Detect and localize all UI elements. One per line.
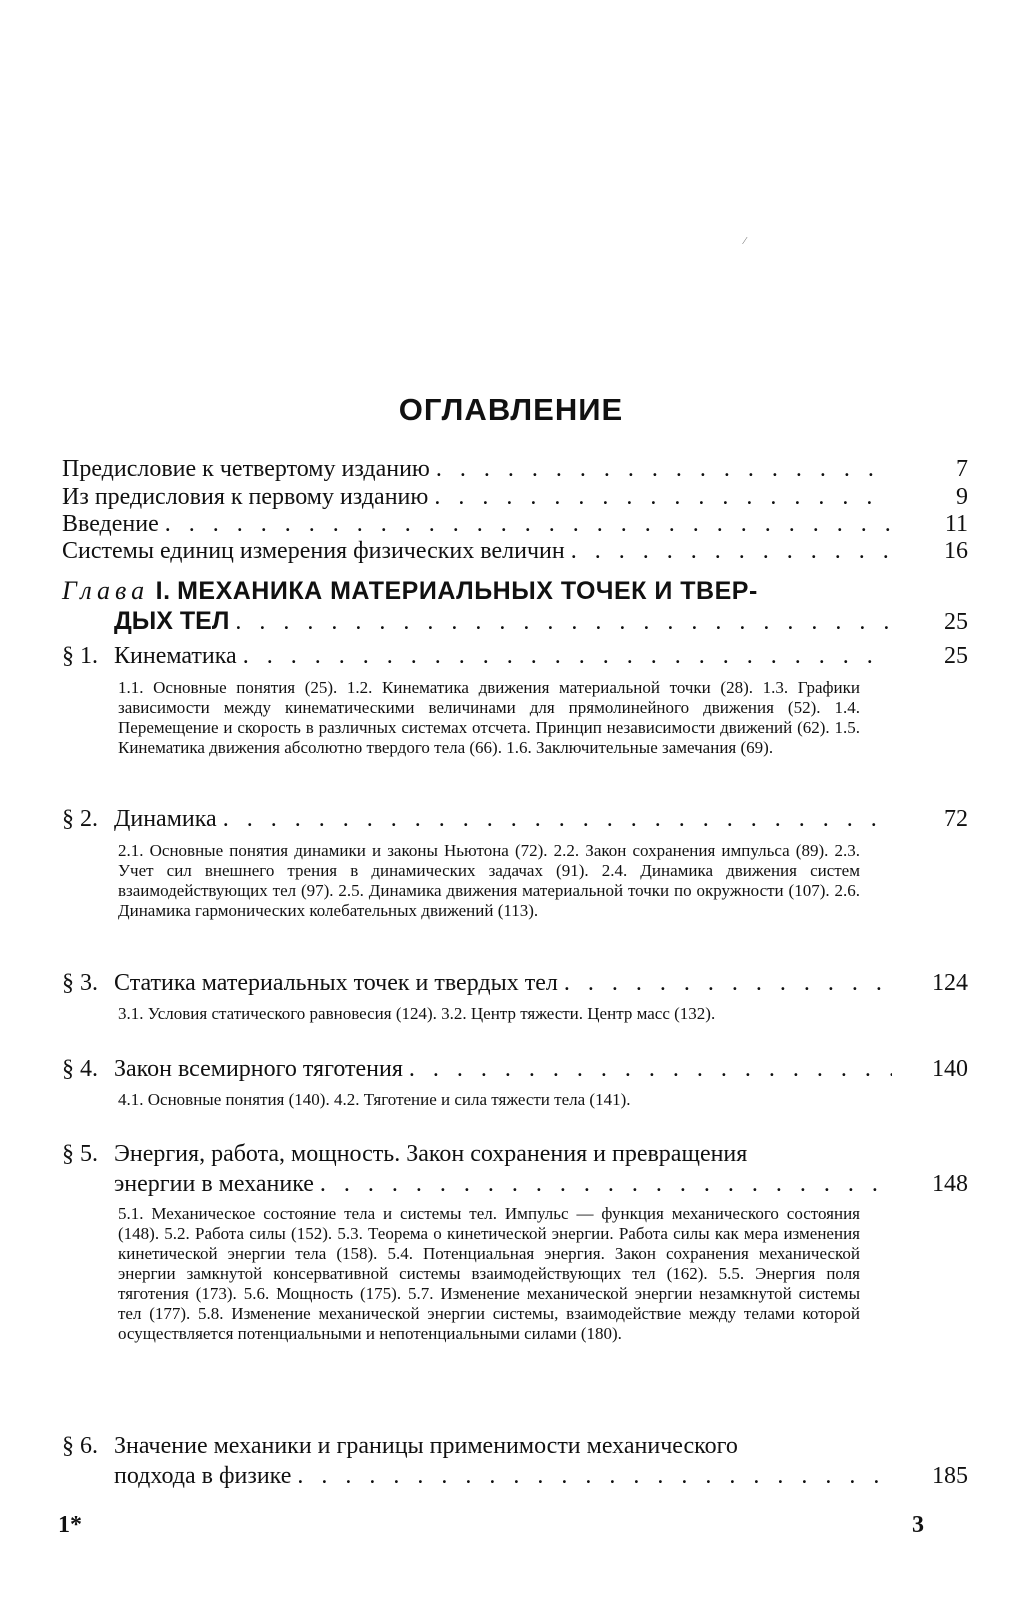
section-symbol: § 4.	[62, 1056, 98, 1082]
section-title-line2: энергии в механике	[114, 1171, 314, 1197]
section-symbol: § 6.	[62, 1433, 98, 1459]
toc-entry-text: Предисловие к четвертому изданию	[62, 456, 430, 482]
toc-entry-page: 9	[956, 484, 968, 510]
toc-entry-text: Из предисловия к первому изданию	[62, 484, 429, 510]
chapter-heading	[62, 576, 758, 606]
section-page: 148	[932, 1171, 968, 1197]
toc-entry-page: 7	[956, 456, 968, 482]
section-page: 124	[932, 970, 968, 996]
section-page: 72	[944, 806, 968, 832]
leader-dots	[165, 510, 892, 538]
chapter-title-line1: МЕХАНИКА МАТЕРИАЛЬНЫХ ТОЧЕК И ТВЕР-	[177, 577, 758, 605]
chapter-label: Глава	[62, 576, 150, 605]
toc-entry-page: 16	[944, 538, 968, 564]
section-symbol: § 1.	[62, 643, 98, 669]
section-2	[62, 805, 968, 833]
toc-entry-units	[62, 537, 968, 565]
section-title-line2: подхода в физике	[114, 1463, 292, 1489]
stray-mark: ⁄	[744, 236, 746, 247]
section-title-line1: Значение механики и границы применимости механического	[114, 1433, 738, 1459]
section-page: 140	[932, 1056, 968, 1082]
section-4-details: 4.1. Основные понятия (140). 4.2. Тяготение и сила тяжести тела (141).	[118, 1090, 631, 1109]
section-page: 185	[932, 1463, 968, 1489]
section-4	[62, 1055, 968, 1083]
section-3-details: 3.1. Условия статического равновесия (124). 3.2. Центр тяжести. Центр масс (132).	[118, 1004, 716, 1023]
toc-entry-text: Системы единиц измерения физических величин	[62, 538, 565, 564]
chapter-number: I.	[155, 577, 171, 605]
leader-dots	[223, 805, 892, 833]
section-symbol: § 2.	[62, 806, 98, 832]
page-number: 3	[912, 1512, 924, 1538]
section-title: Закон всемирного тяготения	[114, 1056, 403, 1082]
section-5	[62, 1139, 968, 1199]
page-title: ОГЛАВЛЕНИЕ	[398, 392, 624, 427]
toc-entry-text: Введение	[62, 511, 159, 537]
section-title-line1: Энергия, работа, мощность. Закон сохранения и превращения	[114, 1141, 748, 1167]
section-title: Кинематика	[114, 643, 237, 669]
section-page: 25	[944, 643, 968, 669]
section-6	[62, 1431, 968, 1491]
section-1-details: 1.1. Основные понятия (25). 1.2. Кинематика движения материальной точки (28). 1.3. Графики зависимости между кинематическими величинами для прямолинейного движения (52). 1.4. Перемещение и скорость в различных системах отсчета. Принцип независимости движений (62). 1.5. Кинематика движения абсолютно твердого тела (66). 1.6. Заключительные замечания (69).	[118, 678, 860, 757]
section-3	[62, 969, 968, 997]
toc-entry-page: 11	[944, 511, 968, 537]
toc-entry-preface-1	[62, 483, 968, 511]
section-2-details: 2.1. Основные понятия динамики и законы Ньютона (72). 2.2. Закон сохранения импульса (89). 2.3. Учет сил внешнего трения в динамических задачах (91). 2.4. Динамика движения систем взаимодействующих тел (97). 2.5. Динамика движения материальной точки по окружности (107). 2.6. Динамика гармонических колебательных движений (113).	[118, 841, 860, 920]
leader-dots	[434, 483, 892, 511]
leader-dots	[297, 1461, 892, 1491]
chapter-title-line2: ДЫХ ТЕЛ	[114, 607, 230, 635]
section-title: Динамика	[114, 806, 217, 832]
leader-dots	[243, 642, 892, 670]
toc-entry-introduction	[62, 510, 968, 538]
leader-dots	[409, 1055, 892, 1083]
toc-entry-preface-4	[62, 455, 968, 483]
leader-dots	[571, 537, 892, 565]
section-5-details: 5.1. Механическое состояние тела и системы тел. Импульс — функция механического состояния (148). 5.2. Работа силы (152). 5.3. Теорема о кинетической энергии. Работа силы как мера изменения кинетической энергии тела (158). 5.4. Потенциальная энергия. Закон сохранения механической энергии замкнутой консервативной системы взаимодействующих тел (162). 5.5. Энергия поля тяготения (173). 5.6. Мощность (175). 5.7. Изменение механической энергии незамкнутой системы тел (177). 5.8. Изменение механической энергии системы, взаимодействие между телами которой осуществляется потенциальными и непотенциальными силами (180).	[118, 1204, 860, 1343]
leader-dots	[564, 969, 892, 997]
leader-dots	[436, 455, 892, 483]
section-title: Статика материальных точек и твердых тел	[114, 970, 558, 996]
section-symbol: § 5.	[62, 1141, 98, 1167]
chapter-page: 25	[944, 609, 968, 635]
leader-dots	[235, 608, 892, 636]
section-1	[62, 642, 968, 670]
section-symbol: § 3.	[62, 970, 98, 996]
signature-mark: 1*	[58, 1512, 82, 1538]
leader-dots	[320, 1169, 892, 1199]
chapter-heading-line2	[114, 607, 968, 636]
